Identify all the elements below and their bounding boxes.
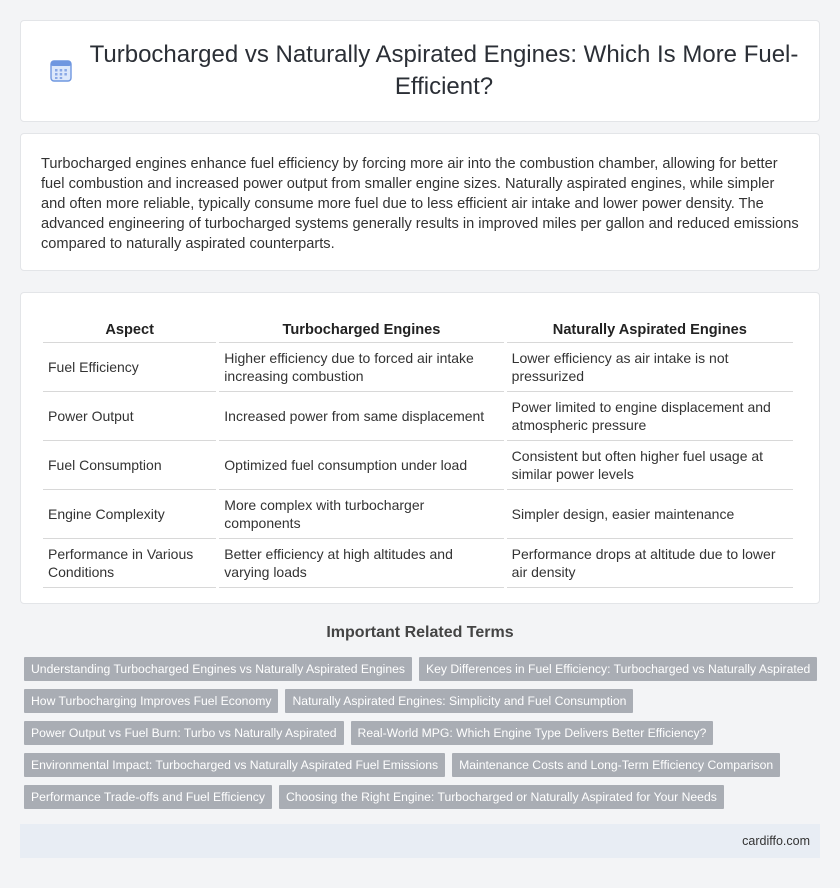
table-row	[43, 441, 793, 490]
comparison-table	[40, 313, 796, 588]
calendar-icon	[48, 58, 74, 84]
cell-turbocharged: Higher efficiency due to forced air intake increasing combustion	[219, 343, 503, 392]
cell-naturally-aspirated: Consistent but often higher fuel usage at similar power levels	[507, 441, 793, 490]
related-term-link[interactable]: Maintenance Costs and Long-Term Efficiency Comparison	[452, 753, 780, 777]
cell-aspect: Fuel Consumption	[43, 441, 216, 490]
cell-naturally-aspirated: Power limited to engine displacement and atmospheric pressure	[507, 392, 793, 441]
cell-naturally-aspirated: Lower efficiency as air intake is not pressurized	[507, 343, 793, 392]
related-term-link[interactable]: Environmental Impact: Turbocharged vs Naturally Aspirated Fuel Emissions	[24, 753, 445, 777]
header-naturally-aspirated: Naturally Aspirated Engines	[507, 313, 793, 343]
related-term-link[interactable]: Choosing the Right Engine: Turbocharged or Naturally Aspirated for Your Needs	[279, 785, 724, 809]
related-term-link[interactable]: Performance Trade-offs and Fuel Efficiency	[24, 785, 272, 809]
table-row	[43, 539, 793, 588]
related-term-link[interactable]: Naturally Aspirated Engines: Simplicity and Fuel Consumption	[285, 689, 633, 713]
cell-aspect: Engine Complexity	[43, 490, 216, 539]
cell-turbocharged: Optimized fuel consumption under load	[219, 441, 503, 490]
intro-card	[20, 133, 820, 271]
table-row	[43, 490, 793, 539]
header-turbocharged: Turbocharged Engines	[219, 313, 503, 343]
cell-turbocharged: Better efficiency at high altitudes and varying loads	[219, 539, 503, 588]
cell-naturally-aspirated: Performance drops at altitude due to lower air density	[507, 539, 793, 588]
cell-turbocharged: Increased power from same displacement	[219, 392, 503, 441]
related-term-link[interactable]: Key Differences in Fuel Efficiency: Turbocharged vs Naturally Aspirated	[419, 657, 817, 681]
comparison-card	[20, 292, 820, 604]
cell-turbocharged: More complex with turbocharger components	[219, 490, 503, 539]
cell-aspect: Fuel Efficiency	[43, 343, 216, 392]
cell-aspect: Performance in Various Conditions	[43, 539, 216, 588]
cell-naturally-aspirated: Simpler design, easier maintenance	[507, 490, 793, 539]
header-aspect: Aspect	[43, 313, 216, 343]
related-term-link[interactable]: Power Output vs Fuel Burn: Turbo vs Naturally Aspirated	[24, 721, 344, 745]
table-row	[43, 392, 793, 441]
related-term-link[interactable]: Real-World MPG: Which Engine Type Delivers Better Efficiency?	[351, 721, 714, 745]
footer	[20, 824, 820, 858]
related-term-link[interactable]: How Turbocharging Improves Fuel Economy	[24, 689, 278, 713]
page-title: Turbocharged vs Naturally Aspirated Engines: Which Is More Fuel-Efficient?	[89, 41, 799, 100]
title-card	[20, 20, 820, 122]
table-header-row	[43, 313, 793, 343]
related-term-link[interactable]: Understanding Turbocharged Engines vs Naturally Aspirated Engines	[24, 657, 412, 681]
related-terms-title: Important Related Terms	[326, 624, 514, 641]
intro-paragraph: Turbocharged engines enhance fuel efficiency by forcing more air into the combustion chamber, allowing for better fuel combustion and increased power output from smaller engine sizes. Naturally aspirated engines, while simpler and often more reliable, typically consume more fuel due to less efficient air intake and lower power density. The advanced engineering of turbocharged systems generally results in improved miles per gallon and reduced emissions compared to naturally aspirated counterparts.	[41, 156, 799, 252]
cell-aspect: Power Output	[43, 392, 216, 441]
site-name[interactable]: cardiffo.com	[742, 834, 810, 848]
related-terms-list	[24, 657, 824, 817]
table-row	[43, 343, 793, 392]
